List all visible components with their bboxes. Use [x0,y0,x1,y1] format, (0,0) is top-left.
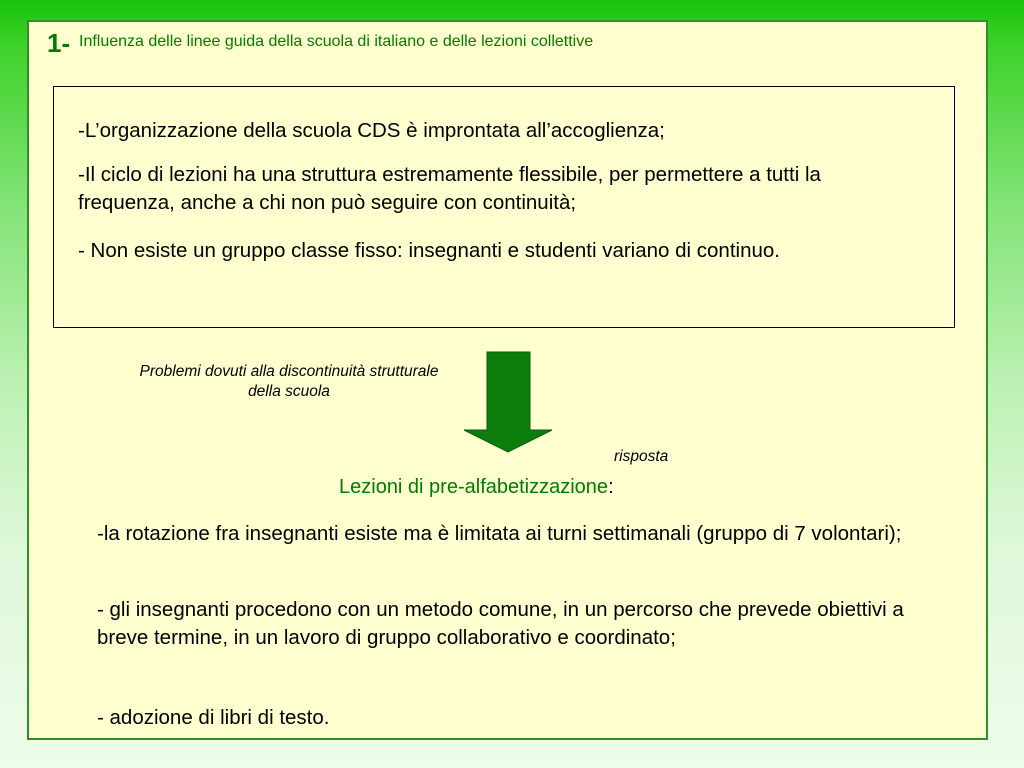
section-heading-colon: : [608,476,614,498]
arrow-caption: Problemi dovuti alla discontinuità strutturale della scuola [139,363,439,400]
slide [27,20,988,740]
context-item: -Il ciclo di lezioni ha una struttura estremamente flessibile, per permettere a tutti la frequenza, anche a chi non può seguire con continuità; [78,163,821,214]
down-arrow-icon [462,350,554,454]
section-heading [339,474,614,500]
section-item: - gli insegnanti procedono con un metodo comune, in un percorso che prevede obiettivi a breve termine, in un lavoro di gruppo collaborativo e coordinato; [97,598,904,649]
arrow-label: risposta [614,448,669,465]
slide-title: Influenza delle linee guida della scuola di italiano e delle lezioni collettive [79,33,594,50]
context-box [53,86,955,328]
section-item: -la rotazione fra insegnanti esiste ma è limitata ai turni settimanali (gruppo di 7 volontari); [97,522,902,545]
section-item: - adozione di libri di testo. [97,706,330,729]
section-heading-text: Lezioni di pre-alfabetizzazione [339,476,609,498]
slide-number: 1- [47,28,71,58]
context-item: - Non esiste un gruppo classe fisso: insegnanti e studenti variano di continuo. [78,239,780,262]
context-item: -L’organizzazione della scuola CDS è improntata all’accoglienza; [78,119,665,142]
